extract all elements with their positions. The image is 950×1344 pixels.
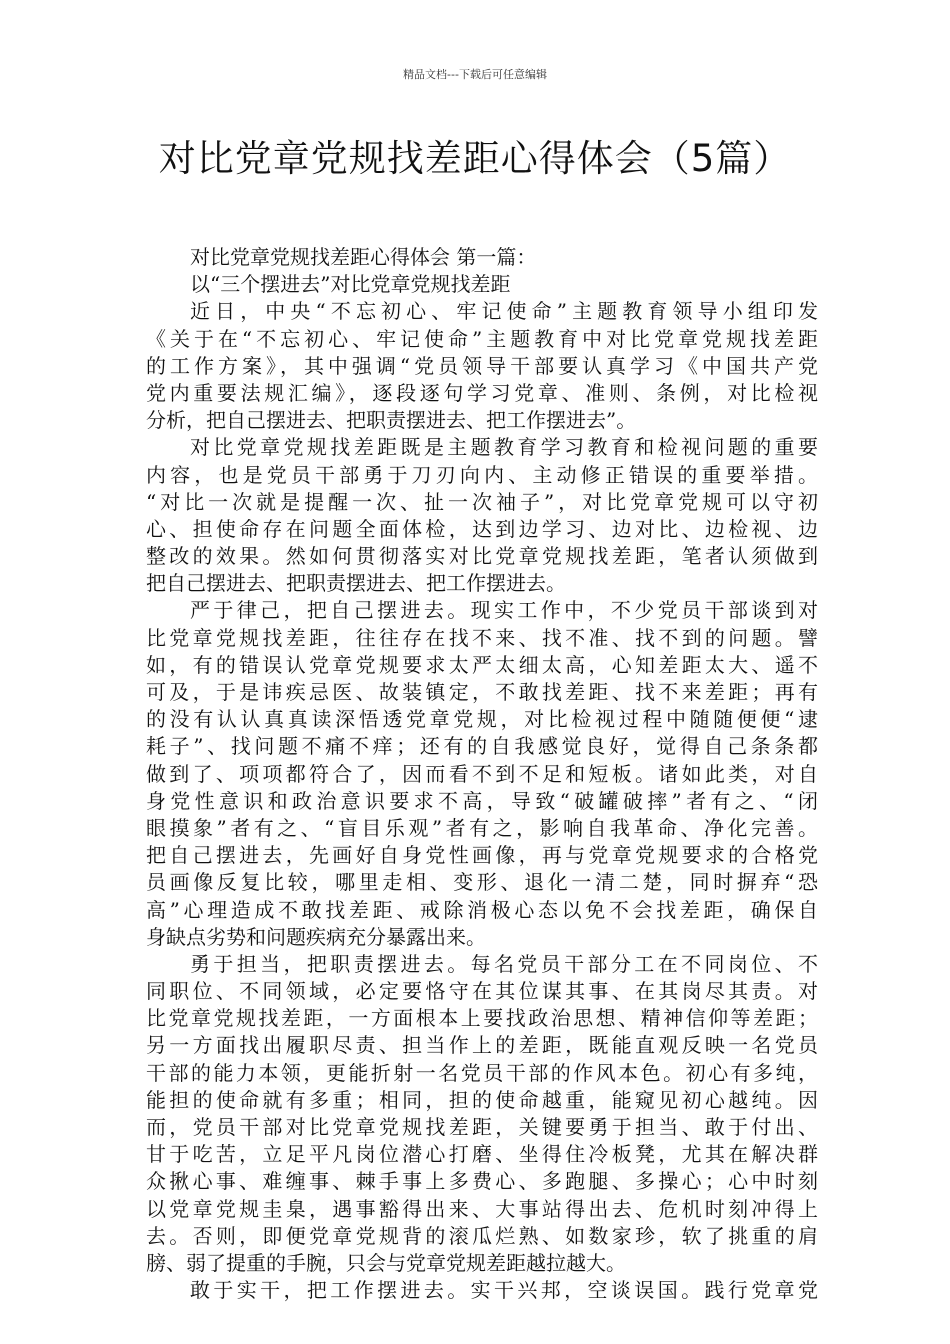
text-line: 近日，中央“不忘初心、牢记使命”主题教育领导小组印发 (190, 299, 818, 324)
text-line: 另一方面找出履职尽责、担当作上的差距，既能直观反映一名党员 (146, 1033, 818, 1058)
text-line: 去。否则，即便党章党规背的滚瓜烂熟、如数家珍，软了挑重的肩 (146, 1223, 818, 1248)
text-line: 《关于在“不忘初心、牢记使命”主题教育中对比党章党规找差距 (146, 326, 818, 351)
text-line: 能担的使命就有多重；相同，担的使命越重，能窥见初心越纯。因 (146, 1087, 818, 1112)
text-line: 比党章党规找差距，往往存在找不来、找不准、找不到的问题。譬 (146, 625, 818, 650)
text-line: 高”心理造成不敢找差距、戒除消极心态以免不会找差距，确保自 (146, 897, 818, 922)
text-line: 员画像反复比较，哪里走相、变形、退化一清二楚，同时摒弃“恐 (146, 870, 818, 895)
text-line: 敢于实干，把工作摆进去。实干兴邦，空谈误国。践行党章党 (190, 1278, 818, 1303)
text-line: 做到了、项项都符合了，因而看不到不足和短板。诸如此类，对自 (146, 761, 818, 786)
text-line: 耗子”、找问题不痛不痒；还有的自我感觉良好，觉得自己条条都 (146, 734, 818, 759)
text-line: 的没有认认真真读深悟透党章党规，对比检视过程中随随便便“逮 (146, 707, 818, 732)
text-line: 以党章党规圭臬，遇事豁得出来、大事站得出去、危机时刻冲得上 (146, 1196, 818, 1221)
text-line: 心、担使命存在问题全面体检，达到边学习、边对比、边检视、边 (146, 516, 818, 541)
text-line: “对比一次就是提醒一次、扯一次袖子”，对比党章党规可以守初 (146, 489, 818, 514)
text-line: 对比党章党规找差距既是主题教育学习教育和检视问题的重要 (190, 435, 818, 460)
text-line: 可及，于是讳疾忌医、故装镇定，不敢找差距、找不来差距；再有 (146, 680, 818, 704)
text-line: 把自己摆进去、把职责摆进去、把工作摆进去。 (146, 571, 566, 596)
text-line: 勇于担当，把职责摆进去。每名党员干部分工在不同岗位、不 (190, 951, 818, 976)
text-line: 对比党章党规找差距心得体会 第一篇： (190, 245, 537, 269)
text-line: 以“三个摆进去”对比党章党规找差距 (190, 272, 511, 297)
text-line: 整改的效果。然如何贯彻落实对比党章党规找差距，笔者认须做到 (146, 544, 818, 569)
header-note: 精品文档---下载后可任意编辑 (403, 68, 547, 81)
text-line: 众揪心事、难缠事、棘手事上多费心、多跑腿、多操心；心中时刻 (146, 1169, 818, 1194)
text-line: 干部的能力本领，更能折射一名党员干部的作风本色。初心有多纯， (146, 1060, 818, 1085)
document-title: 对比党章党规找差距心得体会（5篇） (158, 137, 792, 180)
text-line: 膀、弱了提重的手腕，只会与党章党规差距越拉越大。 (146, 1250, 626, 1275)
text-line: 内容，也是党员干部勇于刀刃向内、主动修正错误的重要举措。 (146, 462, 818, 487)
text-line: 甘于吃苦，立足平凡岗位潜心打磨、坐得住冷板凳，尤其在解决群 (146, 1142, 818, 1167)
text-line: 把自己摆进去，先画好自身党性画像，再与党章党规要求的合格党 (146, 843, 818, 868)
text-line: 眼摸象”者有之、“盲目乐观”者有之，影响自我革命、净化完善。 (146, 815, 818, 840)
text-line: 严于律己，把自己摆进去。现实工作中，不少党员干部谈到对 (190, 598, 818, 623)
document-body (146, 244, 818, 1304)
text-line: 身党性意识和政治意识要求不高，导致“破罐破摔”者有之、“闭 (146, 788, 818, 813)
text-line: 身缺点劣势和问题疾病充分暴露出来。 (146, 924, 486, 949)
text-line: 如，有的错误认党章党规要求太严太细太高，心知差距太大、遥不 (146, 652, 818, 677)
text-line: 党内重要法规汇编》，逐段逐句学习党章、准则、条例，对比检视 (146, 380, 818, 405)
text-line: 同职位、不同领域，必定要恪守在其位谋其事、在其岗尽其责。对 (146, 979, 818, 1004)
text-line: 而，党员干部对比党章党规找差距，关键要勇于担当、敢于付出、 (146, 1115, 818, 1139)
text-line: 分析，把自己摆进去、把职责摆进去、把工作摆进去”。 (146, 408, 637, 433)
text-line: 的工作方案》，其中强调“党员领导干部要认真学习《中国共产党 (146, 353, 818, 378)
text-line: 比党章党规找差距，一方面根本上要找政治思想、精神信仰等差距； (146, 1006, 818, 1031)
